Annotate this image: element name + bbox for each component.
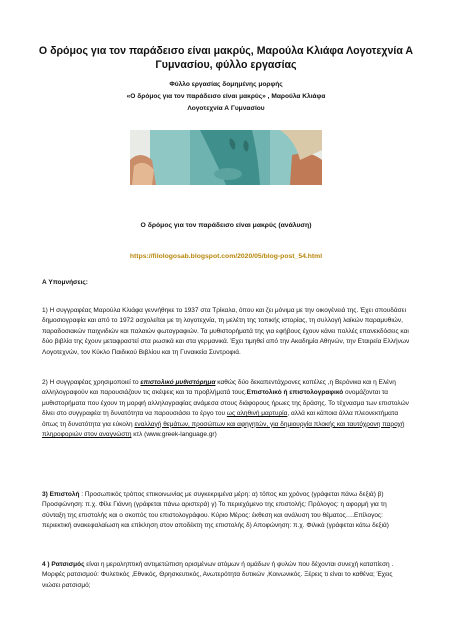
subtitle-line-2: «Ο δρόμος για τον παράδεισο είναι μακρύς» , Μαρούλα Κλιάφα (126, 93, 326, 100)
paragraph-author-bio: 1) Η συγγραφέας Μαρούλα Κλιάφα γεννήθηκε το 1937 στα Τρίκαλα, όπου και ζει μόνιμα με την οικογένειά της. Έχει σπουδάσει δημοσιογραφία και από το 1972 ασχολείται με τη λογοτεχνία, τη μελέτη της τοπικής ιστορίας, τη συλλογή λαϊκών παραμυθιών, παραδοσιακών παιχνιδιών και παλαιών φωτογραφιών. Τα μυθιστορήματά της για εφήβους έχουν κάνει πολλές επανεκδόσεις και δύο βιβλία της έχουν μεταφραστεί στα ρωσικά και στα γερμανικά. Έχει τιμηθεί από την Ακαδημία Αθηνών, την Εταιρεία Ελλήνων Λογοτεχνών, τον Κύκλο Παιδικού Βιβλίου και τη Γυναικεία Συντροφιά. (42, 307, 410, 356)
paragraph-racism (42, 560, 412, 591)
p2-text-c: καθώς δύο δεκαπεντάχρονες κοπέλες ,η Βερόνικα και η Ελένη αλληλογραφούν και παρουσιάζουν τις σκέψεις και τα προβλήματά τους. (42, 379, 396, 397)
p4-text: είναι η μεροληπτική αντιμετώπιση ορισμένων ατόμων ή ομάδων ή φυλών που δέχονται συνεχή καταπίεση . Μορφές ρατσισμού: Φυλετικός ,Εθνικός, Θρησκευτικός, Ανωτερότητα δυτικών ,Κοινωνικός. Ξέρεις τι είναι το καθένα; Έχεις νιώσει ρατσισμό; (42, 561, 394, 589)
subtitle-line-3: Λογοτεχνία Α Γυμνασίου (187, 105, 265, 112)
analysis-title: Ο δρόμος για τον παράδεισο είναι μακρύς (ανάλυση) (140, 222, 312, 229)
notes-heading: Α Υπομνήσεις: (42, 279, 88, 286)
p2-text-g: , αλλά και κάποια άλλα πλεονεκτήματα όπως τη δυνατότητα για εύκολη (42, 410, 399, 428)
blog-link[interactable]: https://filologosab.blogspot.com/2020/05/blog-post_54.html (129, 253, 323, 260)
book-cover-image (130, 130, 322, 185)
p2-term-epistolary: Επιστολικό ή επιστολογραφικό (246, 389, 344, 397)
p4-term-racism: 4 ) Ρατσισμός (42, 561, 85, 568)
paragraph-letter (42, 490, 412, 532)
p2-text-a: 2) Η συγγραφέας χρησιμοποιεί το (42, 379, 141, 386)
p2-text-e: ονομάζονται τα μυθιστορήματα που έχουν τη μορφή αλληλογραφίας ανάμεσα στους διάφορους ήρωες της δράσης. Το τέχνασμα των επιστολών δίνει στο συγγραφέα τη δυνατότητα να παρουσιάσει το έργο του (42, 389, 409, 418)
subtitle-line-1: Φύλλο εργασίας δομημένης μορφής (169, 81, 283, 88)
p2-source: κτλ (www.greek-language.gr) (131, 431, 217, 439)
paragraph-epistolary-novel (42, 378, 412, 440)
p2-underlined-testimony: ως αληθινή μαρτυρία (226, 410, 288, 418)
p3-text: : Προσωπικός τρόπος επικοινωνίας με συγκεκριμένα μέρη: α) τόπος και χρόνος (γράφεται πάνω δεξιά) β) Προσφώνηση: π.χ. Φίλε Γιάννη (γράφεται πάνω αριστερά) γ) Το περιεχόμενο της επιστολής: Πρόλογος: η αφορμή για τη σύνταξη της επιστολής και ο σκοπός του επιστολογράφου. Κύριο Μέρος: έκθεση και ανάλυση του θέματος….Επίλογος: περιεκτική ανακεφαλαίωση και επίκληση στον αποδέκτη της επιστολής δ) Αποφώνηση: π.χ. Φιλικά (γράφεται κάτω δεξιά) (42, 491, 389, 530)
p2-term-epistolary-novel: επιστολικό μυθιστόρημα (140, 379, 216, 386)
page-title: Ο δρόμος για τον παράδεισο είναι μακρύς, Μαρούλα Κλιάφα Λογοτεχνία Α Γυμνασίου, φύλλο εργασίας (38, 45, 414, 71)
p3-term-letter: 3) Επιστολή (42, 491, 80, 498)
p2-underlined-advantages: εναλλαγή θεμάτων, προσώπων και αφηγητών, για δημιουργία πλοκής και ταυτόχρονη παροχή πληροφοριών στον αναγνώστη (42, 420, 405, 439)
